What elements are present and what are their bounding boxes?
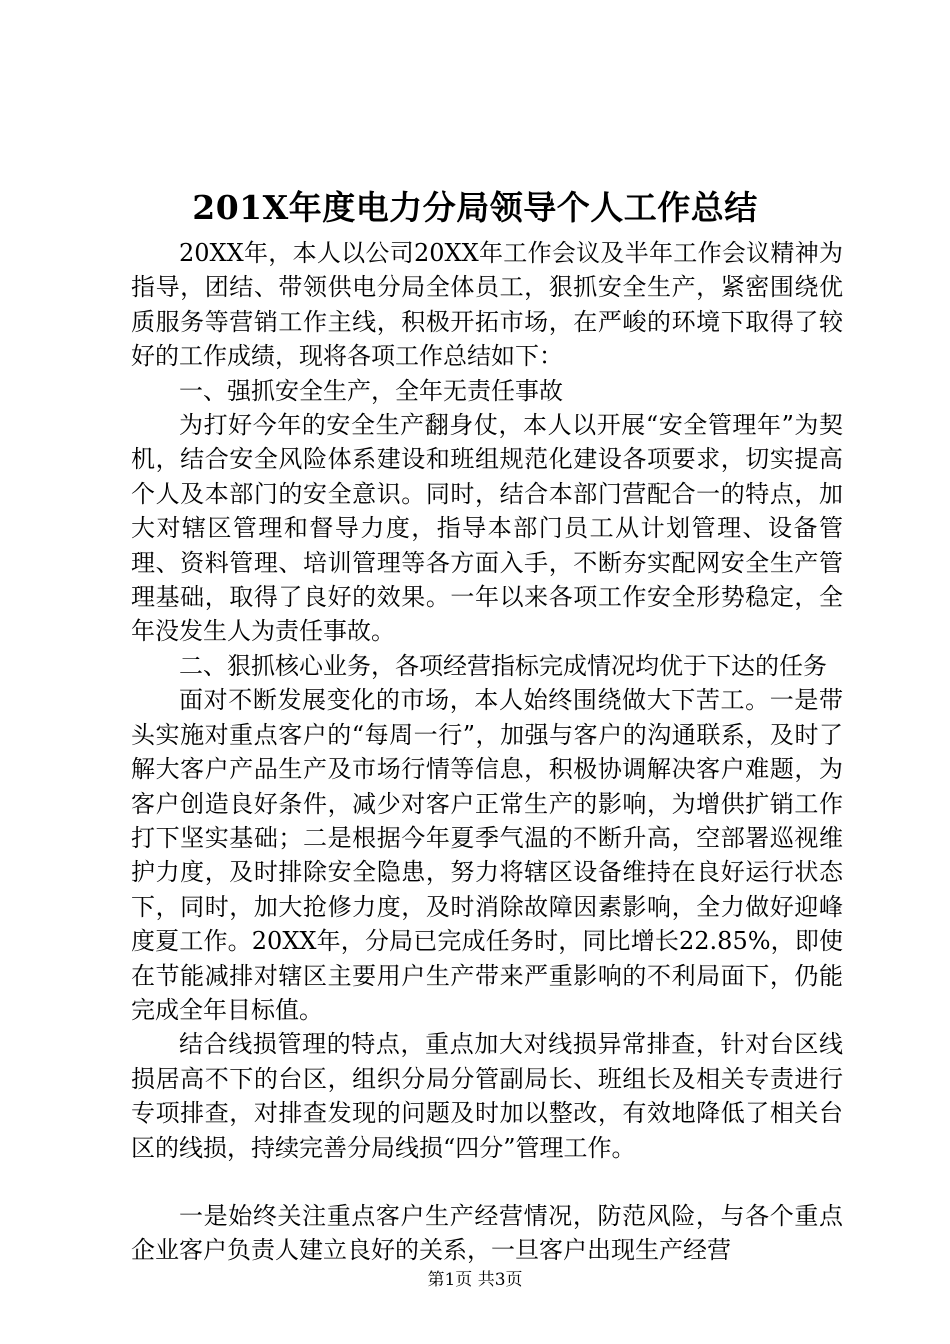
section-heading-business: 二、狠抓核心业务，各项经营指标完成情况均优于下达的任务 xyxy=(179,651,827,680)
page-indicator: 第1页 共3页 xyxy=(427,1270,523,1290)
paragraph-intro: 20XX年，本人以公司20XX年工作会议及半年工作会议精神为指导，团结、带领供电分局全体员工，狠抓安全生产，紧密围绕优质服务等营销工作主线，积极开拓市场，在严峻的环境下取得了较好的工作成绩，现将各项工作总结如下： xyxy=(131,239,843,371)
section-heading-safety: 一、强抓安全生产，全年无责任事故 xyxy=(179,376,563,405)
document-body xyxy=(131,236,843,1268)
paragraph-business: 面对不断发展变化的市场，本人始终围绕做大下苦工。一是带头实施对重点客户的“每周一行”，加强与客户的沟通联系，及时了解大客户产品生产及市场行情等信息，积极协调解决客户难题，为客户创造良好条件，减少对客户正常生产的影响，为增供扩销工作打下坚实基础；二是根据今年夏季气温的不断升高，空部署巡视维护力度，及时排除安全隐患，努力将辖区设备维持在良好运行状态下，同时，加大抢修力度，及时消除故障因素影响，全力做好迎峰度夏工作。20XX年，分局已完成任务时，同比增长22.85%，即使在节能减排对辖区主要用户生产带来严重影响的不利局面下，仍能完成全年目标值。 xyxy=(131,686,843,1024)
paragraph-line-loss: 结合线损管理的特点，重点加大对线损异常排查，针对台区线损居高不下的台区，组织分局分管副局长、班组长及相关专责进行专项排查，对排查发现的问题及时加以整改，有效地降低了相关台区的线损，持续完善分局线损“四分”管理工作。 xyxy=(131,1030,843,1162)
document-title: 201X年度电力分局领导个人工作总结 xyxy=(192,188,758,227)
paragraph-key-clients: 一是始终关注重点客户生产经营情况，防范风险，与各个重点企业客户负责人建立良好的关系，一旦客户出现生产经营 xyxy=(131,1201,843,1265)
paragraph-safety: 为打好今年的安全生产翻身仗，本人以开展“安全管理年”为契机，结合安全风险体系建设和班组规范化建设各项要求，切实提高个人及本部门的安全意识。同时，结合本部门营配合一的特点，加大对辖区管理和督导力度，指导本部门员工从计划管理、设备管理、资料管理、培训管理等各方面入手，不断夯实配网安全生产管理基础，取得了良好的效果。一年以来各项工作安全形势稳定，全年没发生人为责任事故。 xyxy=(131,411,843,646)
